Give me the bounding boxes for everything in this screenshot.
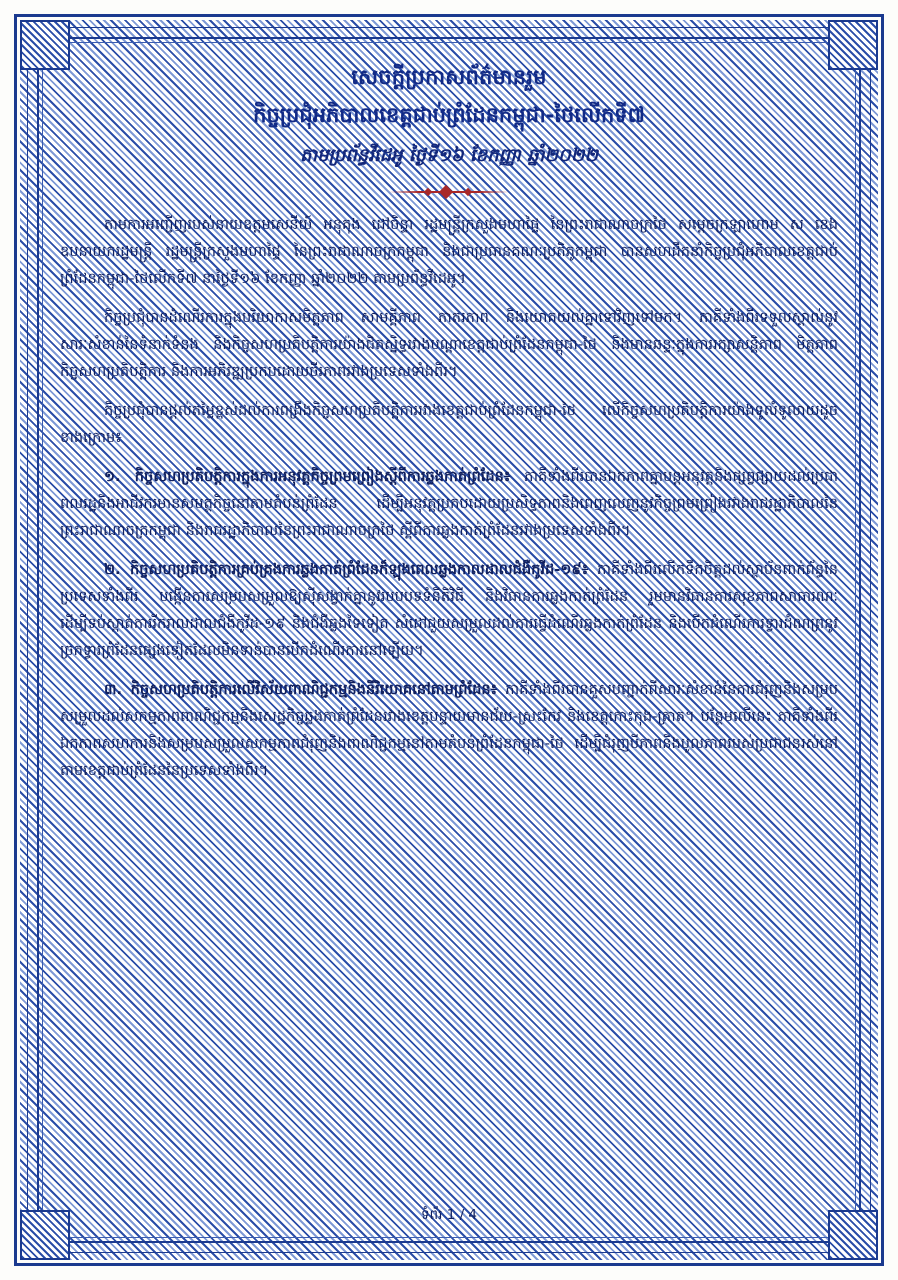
list-item-3-lead: ៣. កិច្ចសហប្រតិបត្តិការលើវិស័យពាណិជ្ជកម្មនិងនីរិយោគនៅតាមព្រំដែន៖: [104, 680, 498, 698]
list-item-2: [60, 557, 838, 665]
document-body: [60, 212, 838, 785]
list-item-1: [60, 464, 838, 545]
divider-dot-right: [464, 188, 472, 196]
document-subtitle-date: តាមប្រព័ន្ធវីដេអូ ថ្ងៃទី១៦ ខែកញ្ញា ឆ្នាំ២០២២: [299, 145, 599, 167]
document-title-block: [60, 62, 838, 170]
list-item-2-lead: ២. កិច្ចសហប្រតិបត្តិការគ្រប់គ្រងការឆ្លងកាត់ព្រំដែនក៏ឡុងពេលឆ្លងកាលដាលជំងឺកូវីដ-១៩៖: [104, 561, 589, 579]
divider-dot-left: [424, 188, 432, 196]
list-item-1-lead: ១. កិច្ចសហប្រតិបត្តិការក្នុងការអនុវត្តកិច្ចព្រមព្រៀងស្តីពីការឆ្លងកាត់ព្រំដែន៖: [104, 468, 511, 486]
ornamental-divider: [389, 186, 509, 198]
paragraph-atmosphere: កិច្ចប្រជុំបានដំណើរការក្នុងបរិយាកាសមិត្តភាព សាមគ្គីភាព ភាតរភាព និងយោគយល់គ្នាទៅវិញទៅមក។ ភាគីទាំងពីរទទួលស្គាល់នូវសារៈសំខាន់នៃទំនាក់ទំនង និងកិច្ចសហប្រតិបត្តិការយ៉ាងជិតស្និទ្ធរវាងបណ្តាខេត្តជាប់ព្រំដែនកម្ពុជា-ថៃ និងមានឆន្ទៈក្នុងការរក្សាសន្តិភាព មិត្តភាព កិច្ចសហប្រតិបត្តិការ និងការអភិវឌ្ឍប្រកបដោយចីរភាពរវាងប្រទេសទាំងពីរ។: [60, 309, 838, 381]
paragraph-cooperation-intro: កិច្ចប្រជុំបានផ្តល់តម្លៃខ្ពស់ដល់ការពង្រឹងកិច្ចសហប្រតិបត្តិការរវាងខេត្តជាប់ព្រំដែនកម្ពុជា-ថៃ លើកិច្ចសហប្រតិបត្តិការយ៉ាងទូលំទូលាយដូចខាងក្រោម៖: [60, 402, 838, 447]
page-footer: ទំព័រ 1 / 4: [420, 1207, 478, 1223]
document-title-primary: សេចក្តីប្រកាសព័ត៌មានរួម: [351, 65, 547, 89]
document-content: [60, 62, 838, 1228]
document-title-secondary: កិច្ចប្រជុំអភិបាលខេត្តជាប់ព្រំដែនកម្ពុជា-ថៃលើកទី៧: [253, 102, 645, 127]
list-item-3: [60, 677, 838, 785]
paragraph-intro: តាមការអញ្ជើញរបស់នាយឧត្តមសេនីយ៍ អនុគុង ដៅចិន្ទា រដ្ឋមន្ត្រីក្រសួងមហាផ្ទៃ នៃព្រះរាជាណាចក្រថៃ សម្តេចក្រឡាហោម ស ខេង ឧបនាយករដ្ឋមន្ត្រី រដ្ឋមន្ត្រីក្រសួងមហាផ្ទៃ នៃព្រះរាជាណាចក្រកម្ពុជា និងជាប្រធានគណៈប្រតិភូកម្ពុជា បានសហដឹកនាំកិច្ចប្រជុំអភិបាលខេត្តជាប់ព្រំដែនកម្ពុជា-ថៃលើកទី៧ នាថ្ងៃទី១៦ ខែកញ្ញា ឆ្នាំ២០២២ តាមប្រព័ន្ធវីដេអូ។: [60, 216, 838, 288]
divider-diamond: [439, 185, 453, 199]
list-item-1-text: ភាគីទាំងពីរបានឯកភាពគ្នាបន្តអនុវត្តនិងផ្សព្វផ្សាយដល់ប្រជាពលរដ្ឋនិងអាជីវករមានសមត្ថកិច្ចនៅតាមតំបន់ព្រំដែន ដើម្បីអនុវត្តប្រកបដោយប្រសិទ្ធភាពនិងពេញលេញនូវកិច្ចព្រមព្រៀងរវាងរាជរដ្ឋាភិបាលនៃព្រះរាជាណាចក្រកម្ពុជា និងរាជរដ្ឋាភិបាលនៃព្រះរាជាណាចក្រថៃ ស្តីពីការឆ្លងកាត់ព្រំដែនរវាងប្រទេសទាំងពីរ។: [60, 468, 838, 540]
list-item-3-text: ភាគីទាំងពីរបានគួសបញ្ជាក់ពីសារៈសំខាន់នៃការជំរុញនិងសម្របសម្រួលដល់សកម្មភាពពាណិជ្ជកម្មនិងសេដ្ឋកិច្ចឆ្លងកាត់ព្រំដែនរវាងខេត្តបន្ទាយមានជ័យ-ស្រះកែវ និងខេត្តកោះកុង-ត្រាត។ បន្ថែមលើនេះ ភាគីទាំងពីរឯកភាពសហការនិងសម្របសម្រួលសកម្មភាពជំរុញនិងពាណិជ្ជកម្មនៅតាមតំបន់ព្រំដែនកម្ពុជា-ថៃ ដើម្បីជំរុញបីភាពនិងបូលភាពរបស់ប្រជាជនរស់នៅតាមខេត្តជាប់ព្រំដែននៃប្រទេសទាំងពីរ។: [60, 680, 838, 779]
list-item-2-text: ភាគីទាំងពីរលើកទឹកចិត្តដល់ស្ថាប័នពាក់ព័ន្ធនៃប្រទេសទាំងពីរ បង្កើនការសម្របសម្រួលឱ្យស៊ីសង្វាក់គ្នានូវរបបបទទំនីតិវិធី និងវិធានការឆ្លងកាត់ព្រំដែន រួមមានវិធានការសុខភាពសាធារណៈ ដើម្បីទប់ស្កាត់ការរីករាលដាលជំងឺកូវីដ-១៩ និងជំងឺឆ្លងទៃទៀត សំដៅជួយសម្រួលដល់ការធ្វើដំណើរឆ្លងកាត់ព្រំដែន និងបើកដំណើរការទ្វារដំណព្រនូវច្រកទ្វារព្រំដែនផ្សេងទៀតដែលមិនទាន់បានបើកដំណើរការនៅឡើយ។: [60, 561, 839, 659]
